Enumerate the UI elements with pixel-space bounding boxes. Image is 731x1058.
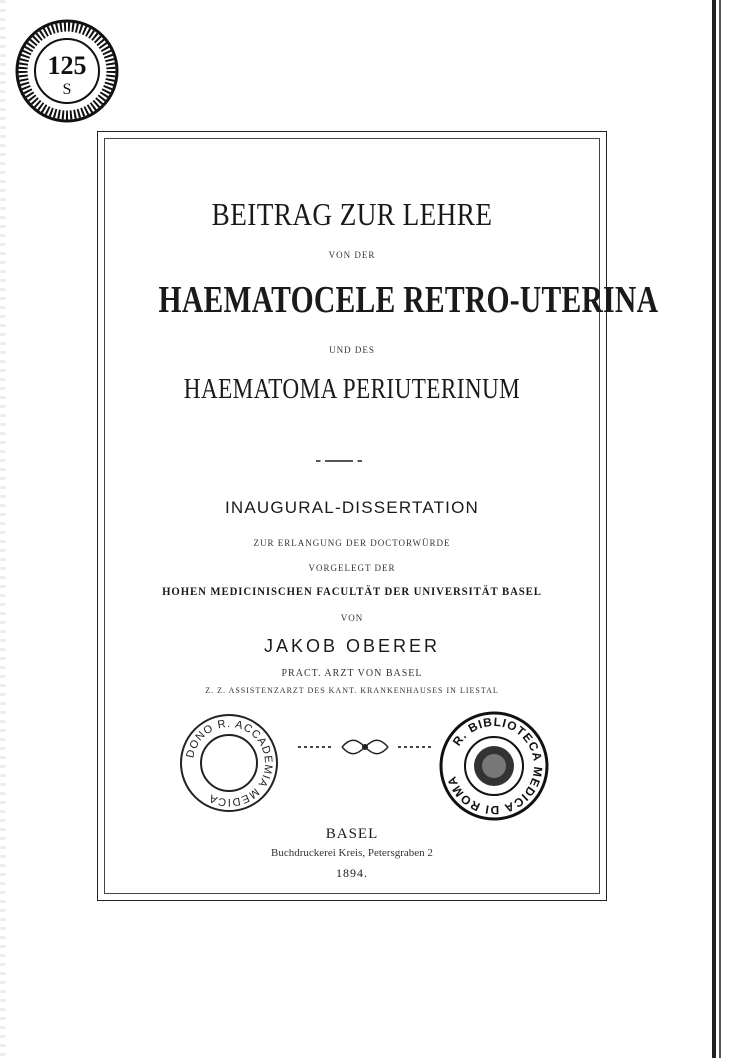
title-von-der: VON DER <box>328 250 376 260</box>
right-stamp-text: R. BIBLIOTECA MEDICA DI ROMA <box>444 714 546 818</box>
biblioteca-medica-stamp <box>438 710 550 822</box>
title-line-2: HAEMATOCELE RETRO-UTERINA <box>158 279 659 321</box>
ornament-flourish <box>340 736 390 758</box>
faculty-line: HOHEN MEDICINISCHEN FACULTÄT DER UNIVERSITÄT BASEL <box>162 584 542 598</box>
stamp-number: 125 <box>47 51 87 80</box>
title-divider <box>316 460 362 462</box>
scan-right-edge-shadow <box>719 0 721 1058</box>
title-und-des: UND DES <box>329 345 375 355</box>
dissertation-purpose: ZUR ERLANGUNG DER DOCTORWÜRDE <box>253 538 451 548</box>
ornament-dash-left <box>298 746 332 748</box>
svg-text:DONO R. ACCADEMIA MEDICA <box>184 718 274 808</box>
title-line-1: BEITRAG ZUR LEHRE <box>211 196 493 232</box>
dissertation-heading: INAUGURAL-DISSERTATION <box>224 498 480 517</box>
dissertation-von: VON <box>340 613 364 623</box>
accademia-medica-stamp <box>176 710 282 816</box>
left-stamp-text: DONO R. ACCADEMIA MEDICA <box>184 717 275 809</box>
author-name: JAKOB OBERER <box>263 636 441 656</box>
stamp-letter: S <box>62 81 72 98</box>
dissertation-vorgelegt: VORGELEGT DER <box>308 563 396 573</box>
scan-left-edge <box>0 0 6 1058</box>
author-position: Z. Z. ASSISTENZARZT DES KANT. KRANKENHAUSES IN LIESTAL <box>205 686 499 695</box>
title-line-3: HAEMATOMA PERIUTERINUM <box>183 373 521 405</box>
scan-right-edge <box>712 0 716 1058</box>
author-role: PRACT. ARZT VON BASEL <box>281 668 423 679</box>
imprint-city: BASEL <box>325 826 379 842</box>
imprint-publisher: Buchdruckerei Kreis, Petersgraben 2 <box>271 847 433 859</box>
ornament-dash-right <box>398 746 432 748</box>
library-number-stamp <box>14 18 120 124</box>
imprint-year: 1894. <box>336 866 368 880</box>
